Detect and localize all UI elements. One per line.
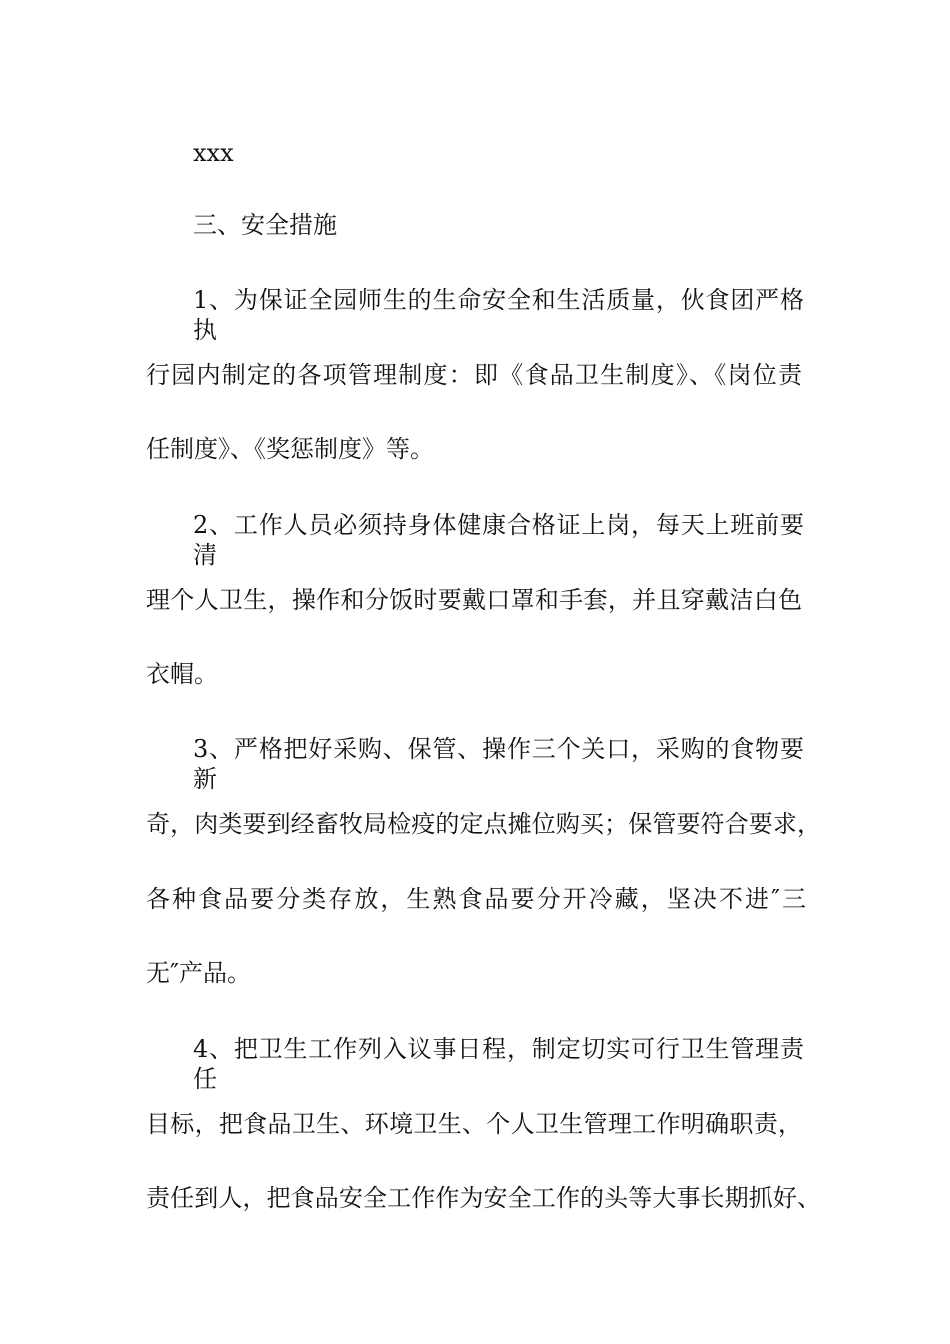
- paragraph-1-line-3: 任制度》、《奖惩制度》等。: [146, 435, 434, 463]
- paragraph-4-line-3: 责任到人，把食品安全工作作为安全工作的头等大事长期抓好、: [146, 1184, 821, 1212]
- paragraph-1-line-2: 行园内制定的各项管理制度：即《食品卫生制度》、《岗位责: [146, 361, 802, 389]
- paragraph-4-line-1: 4、把卫生工作列入议事日程，制定切实可行卫生管理责任: [193, 1035, 804, 1093]
- paragraph-4-line-2: 目标，把食品卫生、环境卫生、个人卫生管理工作明确职责，: [146, 1110, 802, 1138]
- name-line: xxx: [193, 139, 234, 167]
- paragraph-2-line-1: 2、工作人员必须持身体健康合格证上岗，每天上班前要清: [193, 511, 804, 569]
- paragraph-3-line-3: 各种食品要分类存放，生熟食品要分开冷藏，坚决不进″三: [146, 885, 806, 913]
- paragraph-1-line-1: 1、为保证全园师生的生命安全和生活质量，伙食团严格执: [193, 286, 804, 344]
- paragraph-2-line-2: 理个人卫生，操作和分饭时要戴口罩和手套，并且穿戴洁白色: [146, 586, 802, 614]
- paragraph-3-line-1: 3、严格把好采购、保管、操作三个关口，采购的食物要新: [193, 735, 804, 793]
- section-heading: 三、安全措施: [193, 211, 337, 239]
- paragraph-3-line-4: 无″产品。: [146, 959, 251, 987]
- paragraph-2-line-3: 衣帽。: [146, 660, 218, 688]
- paragraph-3-line-2: 奇，肉类要到经畜牧局检疫的定点摊位购买；保管要符合要求，: [146, 810, 821, 838]
